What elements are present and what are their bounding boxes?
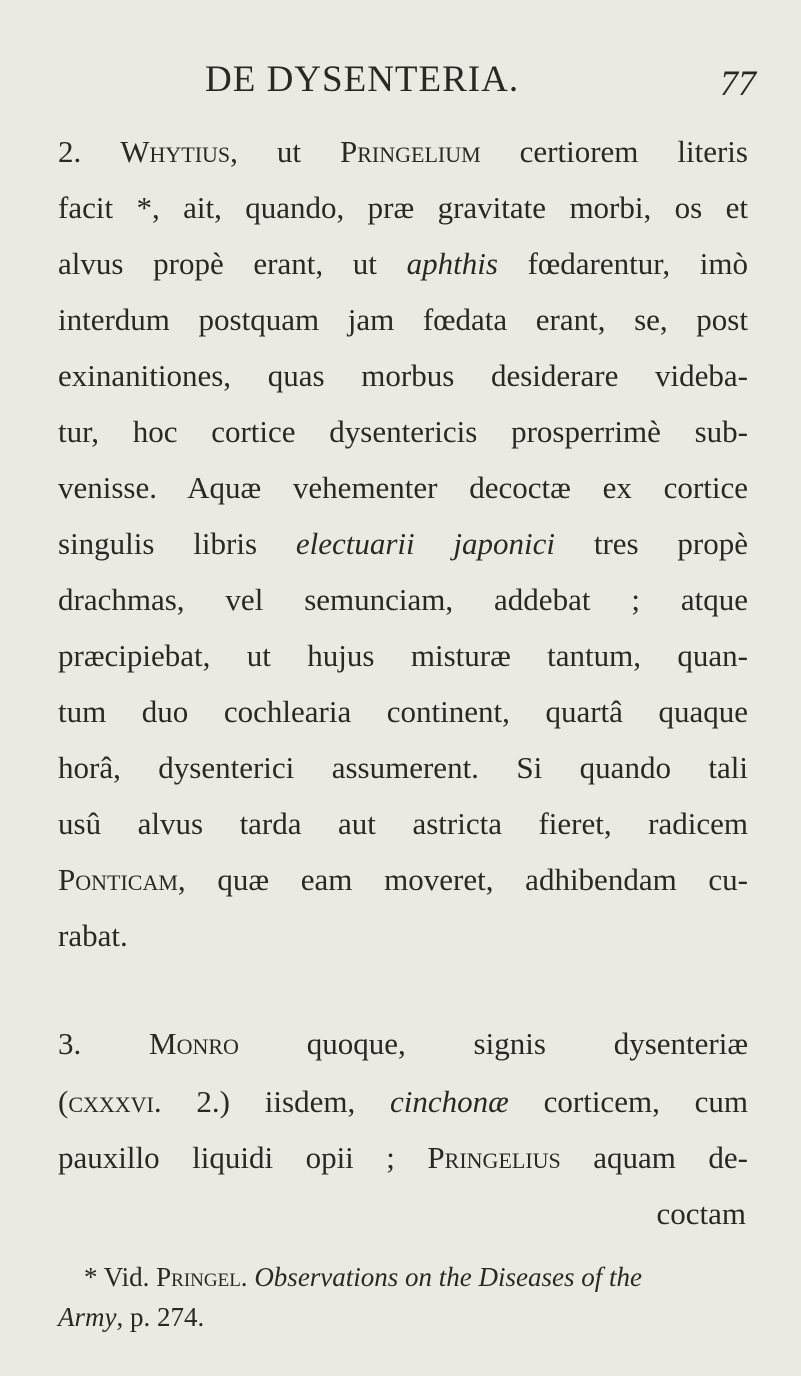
text-line: præcipiebat, ut hujus misturæ tantum, quan- (58, 638, 748, 673)
page-number: 77 (720, 63, 756, 103)
text-line: usû alvus tarda aut astricta fieret, radicem (58, 806, 748, 841)
text-line: (cxxxvi. 2.) iisdem, cinchonæ corticem, cum (58, 1084, 748, 1119)
author-name: Pringelium (340, 134, 481, 169)
text-line: pauxillo liquidi opii ; Pringelius aquam de- (58, 1140, 748, 1175)
text-line: drachmas, vel semunciam, addebat ; atque (58, 582, 748, 617)
running-head: DE DYSENTERIA. (205, 59, 520, 100)
text-line: venisse. Aquæ vehementer decoctæ ex cortice (58, 470, 748, 505)
text-line: tum duo cochlearia continent, quartâ quaque (58, 694, 748, 729)
text-line: interdum postquam jam fœdata erant, se, post (58, 302, 748, 337)
author-name: Monro (149, 1026, 239, 1061)
text-line: 2. Whytius, ut Pringelium certiorem literis (58, 134, 748, 169)
catchword: coctam (656, 1196, 746, 1231)
author-name: Pringelius (427, 1140, 561, 1175)
text-line: rabat. (58, 918, 128, 953)
text-line: alvus propè erant, ut aphthis fœdarentur, imò (58, 246, 748, 281)
page-header (0, 58, 801, 108)
text-line: facit *, ait, quando, præ gravitate morbi, os et (58, 190, 748, 225)
text-line: exinanitiones, quas morbus desiderare videba- (58, 358, 748, 393)
text-line: 3. Monro quoque, signis dysenteriæ (58, 1026, 749, 1061)
footnote-line: Army, p. 274. (58, 1302, 205, 1332)
footnote-line: * Vid. Pringel. Observations on the Diseases of the (84, 1262, 643, 1292)
author-name: Whytius (120, 134, 231, 169)
text-line: horâ, dysenterici assumerent. Si quando tali (58, 750, 748, 785)
text-line: tur, hoc cortice dysentericis prosperrimè sub- (58, 414, 748, 449)
text-line: Ponticam, quæ eam moveret, adhibendam cu- (58, 862, 748, 897)
text-line: singulis libris electuarii japonici tres propè (58, 526, 748, 561)
